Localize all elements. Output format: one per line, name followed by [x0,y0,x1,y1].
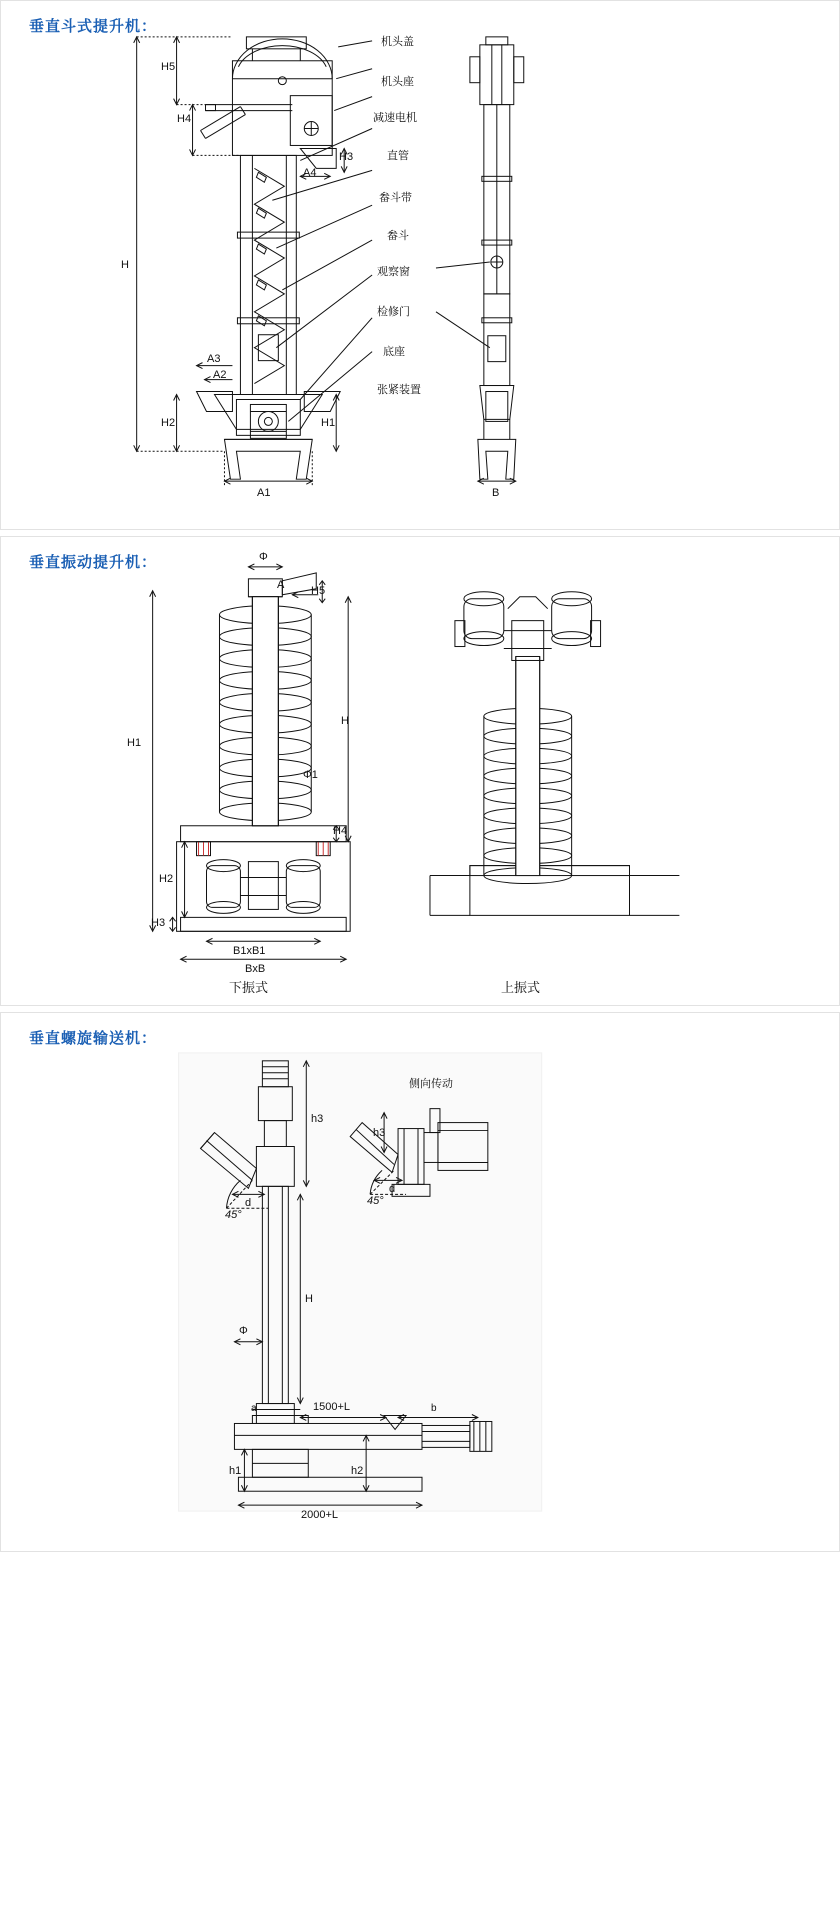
label-straight-pipe: 直管 [387,150,409,162]
caption-down-vibration: 下振式 [229,980,269,995]
dim-h2-main: h2 [351,1465,364,1477]
label-bucket: 畚斗 [387,230,409,242]
dim-a4: A4 [303,167,317,179]
dim-h-main: H [305,1293,313,1305]
dim-a-main: a [251,1403,257,1414]
section-title-vibrating-elevator: 垂直振动提升机： [29,554,158,571]
drawing-canvas-vibrating-elevator [1,537,839,1005]
dim-b: B [492,487,500,499]
dim-h5: H5 [161,61,176,73]
section-title-bucket-elevator: 垂直斗式提升机： [29,18,158,35]
dim-2000l: 2000+L [301,1509,339,1521]
dim-b1xb1: B1xB1 [233,945,266,957]
dim-phi: Φ [259,551,268,563]
dim-bxb: BxB [245,963,266,975]
caption-up-vibration: 上振式 [501,980,541,995]
dim-d-main: d [245,1197,252,1209]
label-base: 底座 [383,346,405,358]
dim-h4: H4 [177,113,192,125]
dim-h3-main: h3 [311,1113,324,1125]
dim-a1: A1 [257,487,271,499]
dim-h3: H3 [151,917,166,929]
dim-b-main: b [431,1403,437,1414]
dim-h1: H1 [321,417,336,429]
dim-h1: H1 [127,737,142,749]
dim-h1-main: h1 [229,1465,242,1477]
label-head-seat: 机头座 [381,76,414,88]
dim-h3: H3 [339,151,354,163]
label-head-cover: 机头盖 [381,36,414,48]
label-inspection-door: 检修门 [377,306,410,318]
dim-1500l: 1500+L [313,1401,351,1413]
label-tension-device: 张紧装置 [377,384,421,396]
caption-side-drive: 侧向传动 [409,1078,453,1090]
section-bucket-elevator [0,0,840,530]
dim-angle-main: 45° [225,1209,242,1221]
section-title-screw-conveyor: 垂直螺旋输送机： [29,1030,158,1047]
label-bucket-belt: 畚斗带 [379,192,412,204]
dim-phi1: Φ1 [303,769,318,781]
dim-h5: H5 [311,585,326,597]
section-vibrating-elevator [0,536,840,1006]
section-screw-conveyor [0,1012,840,1552]
dim-h4: H4 [333,825,348,837]
vibrating-elevator-drawing [1,537,839,1005]
dim-a3: A3 [207,353,221,365]
label-gear-motor: 减速电机 [373,112,417,124]
dim-h2: H2 [159,873,174,885]
dim-a: A [277,579,285,591]
dim-angle-detail: 45° [367,1195,384,1207]
dim-h: H [341,715,349,727]
dim-h2: H2 [161,417,176,429]
screw-conveyor-drawing [1,1013,839,1551]
label-observation-window: 观察窗 [377,266,410,278]
dim-a2: A2 [213,369,227,381]
drawing-canvas-screw-conveyor [1,1013,839,1551]
drawing-canvas-bucket-elevator [1,1,839,529]
dim-h3-detail: h3 [373,1127,386,1139]
dim-phi-main: Φ [239,1325,248,1337]
dim-d-detail: d [389,1183,396,1195]
dim-h: H [121,259,129,271]
